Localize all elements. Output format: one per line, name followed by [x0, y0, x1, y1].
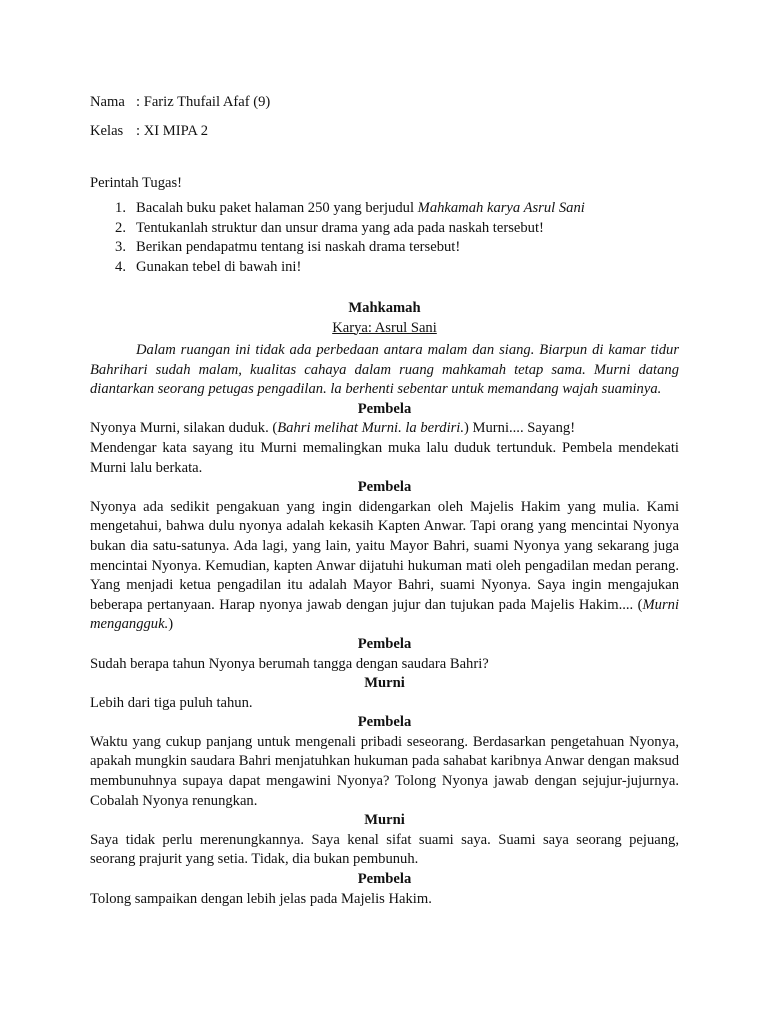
name-label: Nama — [90, 94, 125, 110]
class-value: : XI MIPA 2 — [136, 123, 209, 139]
speaker-name: Pembela — [357, 479, 412, 496]
dialogue-text: Nyonya ada sedikit pengakuan yang ingin didengarkan oleh Majelis Hakim yang mulia. Kami mengetahui, bahwa dulu nyonya adalah kekasih Kapten Anwar. Tapi orang yang mencintai Nyonya bukan dia satu-satunya. Ada lagi, yang lain, yaitu Mayor Bahri, suami Nyonya yang sekarang juga mencintai Nyonya. Kemudian, kapten Anwar dijatuhi hukuman mati oleh pengadilan medan perang. Yang menjadi ketua pengadilan itu adalah Mayor Bahri, suami Nyonya. Saya ingin mengajukan beberapa pertanyaan. Harap nyonya jawab dengan jujur dan tujukan pada Majelis Hakim.... ( — [90, 498, 679, 613]
speaker-name: Murni — [364, 675, 405, 692]
stage-direction: Murni mengangguk. — [90, 596, 679, 633]
task-heading: Perintah Tugas! — [90, 175, 183, 191]
dialogue-line — [90, 419, 679, 439]
task-item — [90, 238, 679, 258]
drama-author: Karya: Asrul Sani — [332, 319, 437, 336]
task-list — [90, 199, 679, 277]
task-item — [90, 199, 679, 219]
dialogue-line — [90, 498, 679, 635]
task-text: Tentukanlah struktur dan unsur drama yang ada pada naskah tersebut! — [136, 219, 544, 236]
dialogue-text: ) — [168, 616, 174, 633]
dialogue-line: Tolong sampaikan dengan lebih jelas pada Majelis Hakim. — [90, 890, 432, 907]
speaker-name: Pembela — [357, 635, 412, 652]
name-row — [90, 92, 679, 112]
dialogue-text: ) Murni.... Sayang! — [464, 420, 576, 437]
task-number: 3. — [115, 239, 126, 255]
dialogue-line: Lebih dari tiga puluh tahun. — [90, 694, 253, 711]
task-text-italic: Mahkamah karya Asrul Sani — [417, 200, 585, 216]
task-text — [136, 199, 585, 219]
task-number: 2. — [115, 219, 126, 236]
task-number: 4. — [115, 258, 126, 275]
task-text: Berikan pendapatmu tentang isi naskah drama tersebut! — [136, 239, 461, 255]
dialogue-text: Nyonya Murni, silakan duduk. ( — [90, 420, 278, 437]
task-number: 1. — [115, 200, 126, 216]
speaker-name: Pembela — [357, 400, 412, 417]
class-label: Kelas — [90, 123, 124, 139]
speaker-name: Pembela — [357, 714, 412, 731]
task-item — [90, 219, 679, 239]
drama-intro: Dalam ruangan ini tidak ada perbedaan antara malam dan siang. Biarpun di kamar tidur Bahrihari sudah malam, kualitas cahaya dalam ruang mahkamah tetap sama. Murni datang diantarkan seorang petugas pengadilan. la berhenti sebentar untuk memandang wajah suaminya. — [90, 342, 679, 398]
class-row — [90, 121, 679, 141]
stage-direction: Bahri melihat Murni. la berdiri. — [277, 420, 465, 437]
task-text-plain: Bacalah buku paket halaman 250 yang berjudul — [136, 200, 418, 216]
dialogue-line: Saya tidak perlu merenungkannya. Saya kenal sifat suami saya. Suami saya seorang pejuang, seorang prajurit yang setia. Tidak, dia bukan pembunuh. — [90, 831, 679, 868]
speaker-name: Murni — [364, 812, 405, 829]
speaker-name: Pembela — [357, 871, 412, 888]
name-value: : Fariz Thufail Afaf (9) — [136, 94, 271, 110]
dialogue-line: Waktu yang cukup panjang untuk mengenali pribadi seseorang. Berdasarkan pengetahuan Nyonya, apakah mungkin saudara Bahri menjatuhkan hukuman pada sahabat karibnya Anwar dengan maksud membunuhnya supaya dapat mengawini Nyonya? Tolong Nyonya jawab dengan sejujur-jujurnya. Cobalah Nyonya renungkan. — [90, 733, 679, 809]
task-item — [90, 258, 679, 278]
drama-title: Mahkamah — [348, 300, 421, 316]
narration: Mendengar kata sayang itu Murni memalingkan muka lalu duduk tertunduk. Pembela mendekati Murni lalu berkata. — [90, 439, 679, 476]
task-text: Gunakan tebel di bawah ini! — [136, 258, 302, 275]
dialogue-line: Sudah berapa tahun Nyonya berumah tangga dengan saudara Bahri? — [90, 655, 489, 672]
document-page — [90, 92, 679, 909]
